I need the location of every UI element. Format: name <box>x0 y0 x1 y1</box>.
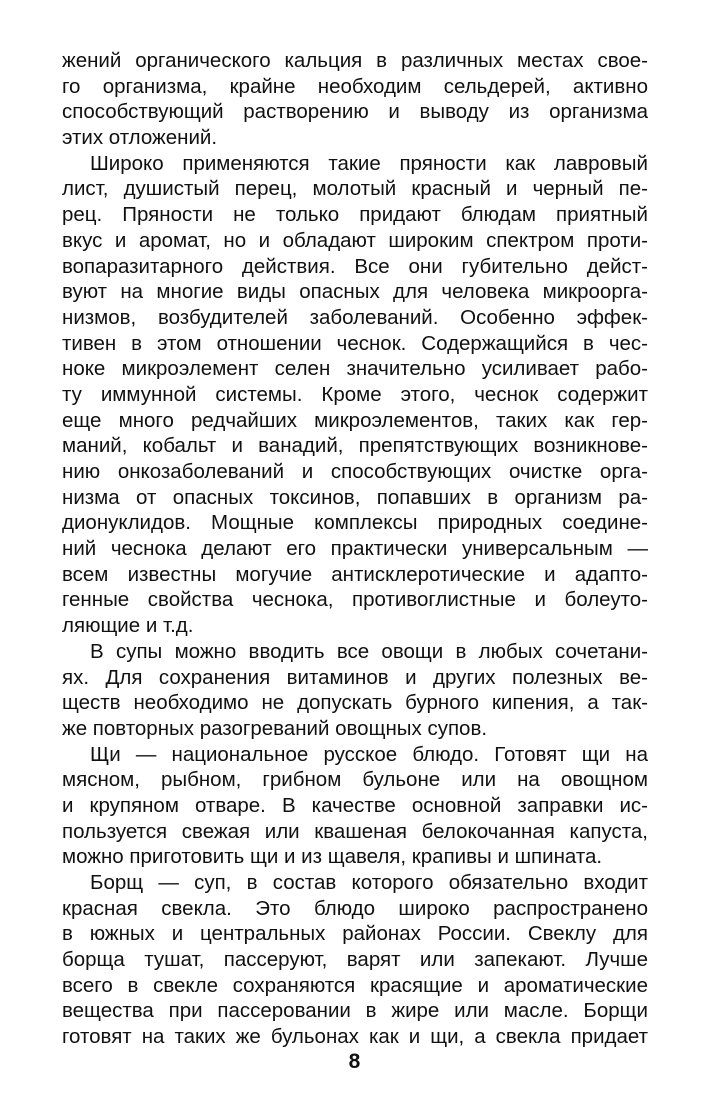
text-line: ноке микроэлемент селен значительно усиливает рабо- <box>62 357 648 381</box>
text-line: борща тушат, пассеруют, варят или запекают. Лучше <box>62 948 648 972</box>
text-line: ях. Для сохранения витаминов и других полезных ве- <box>62 665 648 689</box>
text-line: нию онкозаболеваний и способствующих очистке орга- <box>62 460 648 483</box>
text-line: маний, кобальт и ванадий, препятствующих возникнове- <box>62 434 648 458</box>
text-line: вуют на многие виды опасных для человека микроорга- <box>62 280 648 304</box>
paragraph <box>62 151 648 639</box>
text-line: же повторных разогреваний овощных супов. <box>62 716 488 740</box>
text-line: еще много редчайших микроэлементов, таких как гер- <box>62 408 648 432</box>
text-line: го организма, крайне необходим сельдерей, активно <box>62 74 648 98</box>
text-line: низмов, возбудителей заболеваний. Особенно эффек- <box>62 305 648 329</box>
text-line: вещества при пассеровании в жире или масле. Борщи <box>62 999 648 1023</box>
text-line: мясном, рыбном, грибном бульоне или на овощном <box>62 768 648 792</box>
text-line: готовят на таких же бульонах как и щи, а свекла придает <box>62 1025 648 1049</box>
paragraph <box>62 742 648 870</box>
text-line: генные свойства чеснока, противоглистные и болеуто- <box>62 588 648 612</box>
text-line: Широко применяются такие пряности как лавровый <box>90 151 648 175</box>
text-line: красная свекла. Это блюдо широко распространено <box>62 896 648 920</box>
text-line: дионуклидов. Мощные комплексы природных соедине- <box>62 511 648 535</box>
paragraph <box>62 48 648 151</box>
text-line: жений органического кальция в различных местах свое- <box>62 49 648 72</box>
page-body-text <box>62 48 648 1050</box>
text-line: лист, душистый перец, молотый красный и черный пе- <box>62 177 648 201</box>
text-line: Щи — национальное русское блюдо. Готовят щи на <box>90 742 648 766</box>
text-line: можно приготовить щи и из щавеля, крапивы и шпината. <box>62 845 603 869</box>
page-number: 8 <box>348 1050 361 1073</box>
text-line: ляющие и т.д. <box>62 614 194 638</box>
text-line: В супы можно вводить все овощи в любых сочетани- <box>90 639 648 663</box>
paragraph <box>62 639 648 742</box>
text-line: вопаразитарного действия. Все они губительно дейст- <box>62 254 648 278</box>
text-line: в южных и центральных районах России. Свеклу для <box>62 922 648 946</box>
text-line: всего в свекле сохраняются красящие и ароматические <box>62 973 648 997</box>
text-line: всем известны могучие антисклеротические и адапто- <box>62 562 648 586</box>
text-line: вкус и аромат, но и обладают широким спектром проти- <box>62 228 648 252</box>
text-line: способствующий растворению и выводу из организма <box>62 100 648 124</box>
text-line: и крупяном отваре. В качестве основной заправки ис- <box>62 793 648 817</box>
text-line: ществ необходимо не допускать бурного кипения, а так- <box>62 691 648 715</box>
text-line: пользуется свежая или квашеная белокочанная капуста, <box>62 819 648 843</box>
text-line: Борщ — суп, в состав которого обязательно входит <box>90 871 648 894</box>
paragraph <box>62 870 648 1050</box>
text-line: этих отложений. <box>62 126 218 150</box>
text-line: тивен в этом отношении чеснок. Содержащийся в чес- <box>62 331 648 355</box>
text-line: низма от опасных токсинов, попавших в организм ра- <box>62 485 648 509</box>
text-line: ний чеснока делают его практически универсальным — <box>62 537 648 561</box>
text-line: рец. Пряности не только придают блюдам приятный <box>62 203 648 227</box>
text-line: ту иммунной системы. Кроме этого, чеснок содержит <box>62 382 648 406</box>
